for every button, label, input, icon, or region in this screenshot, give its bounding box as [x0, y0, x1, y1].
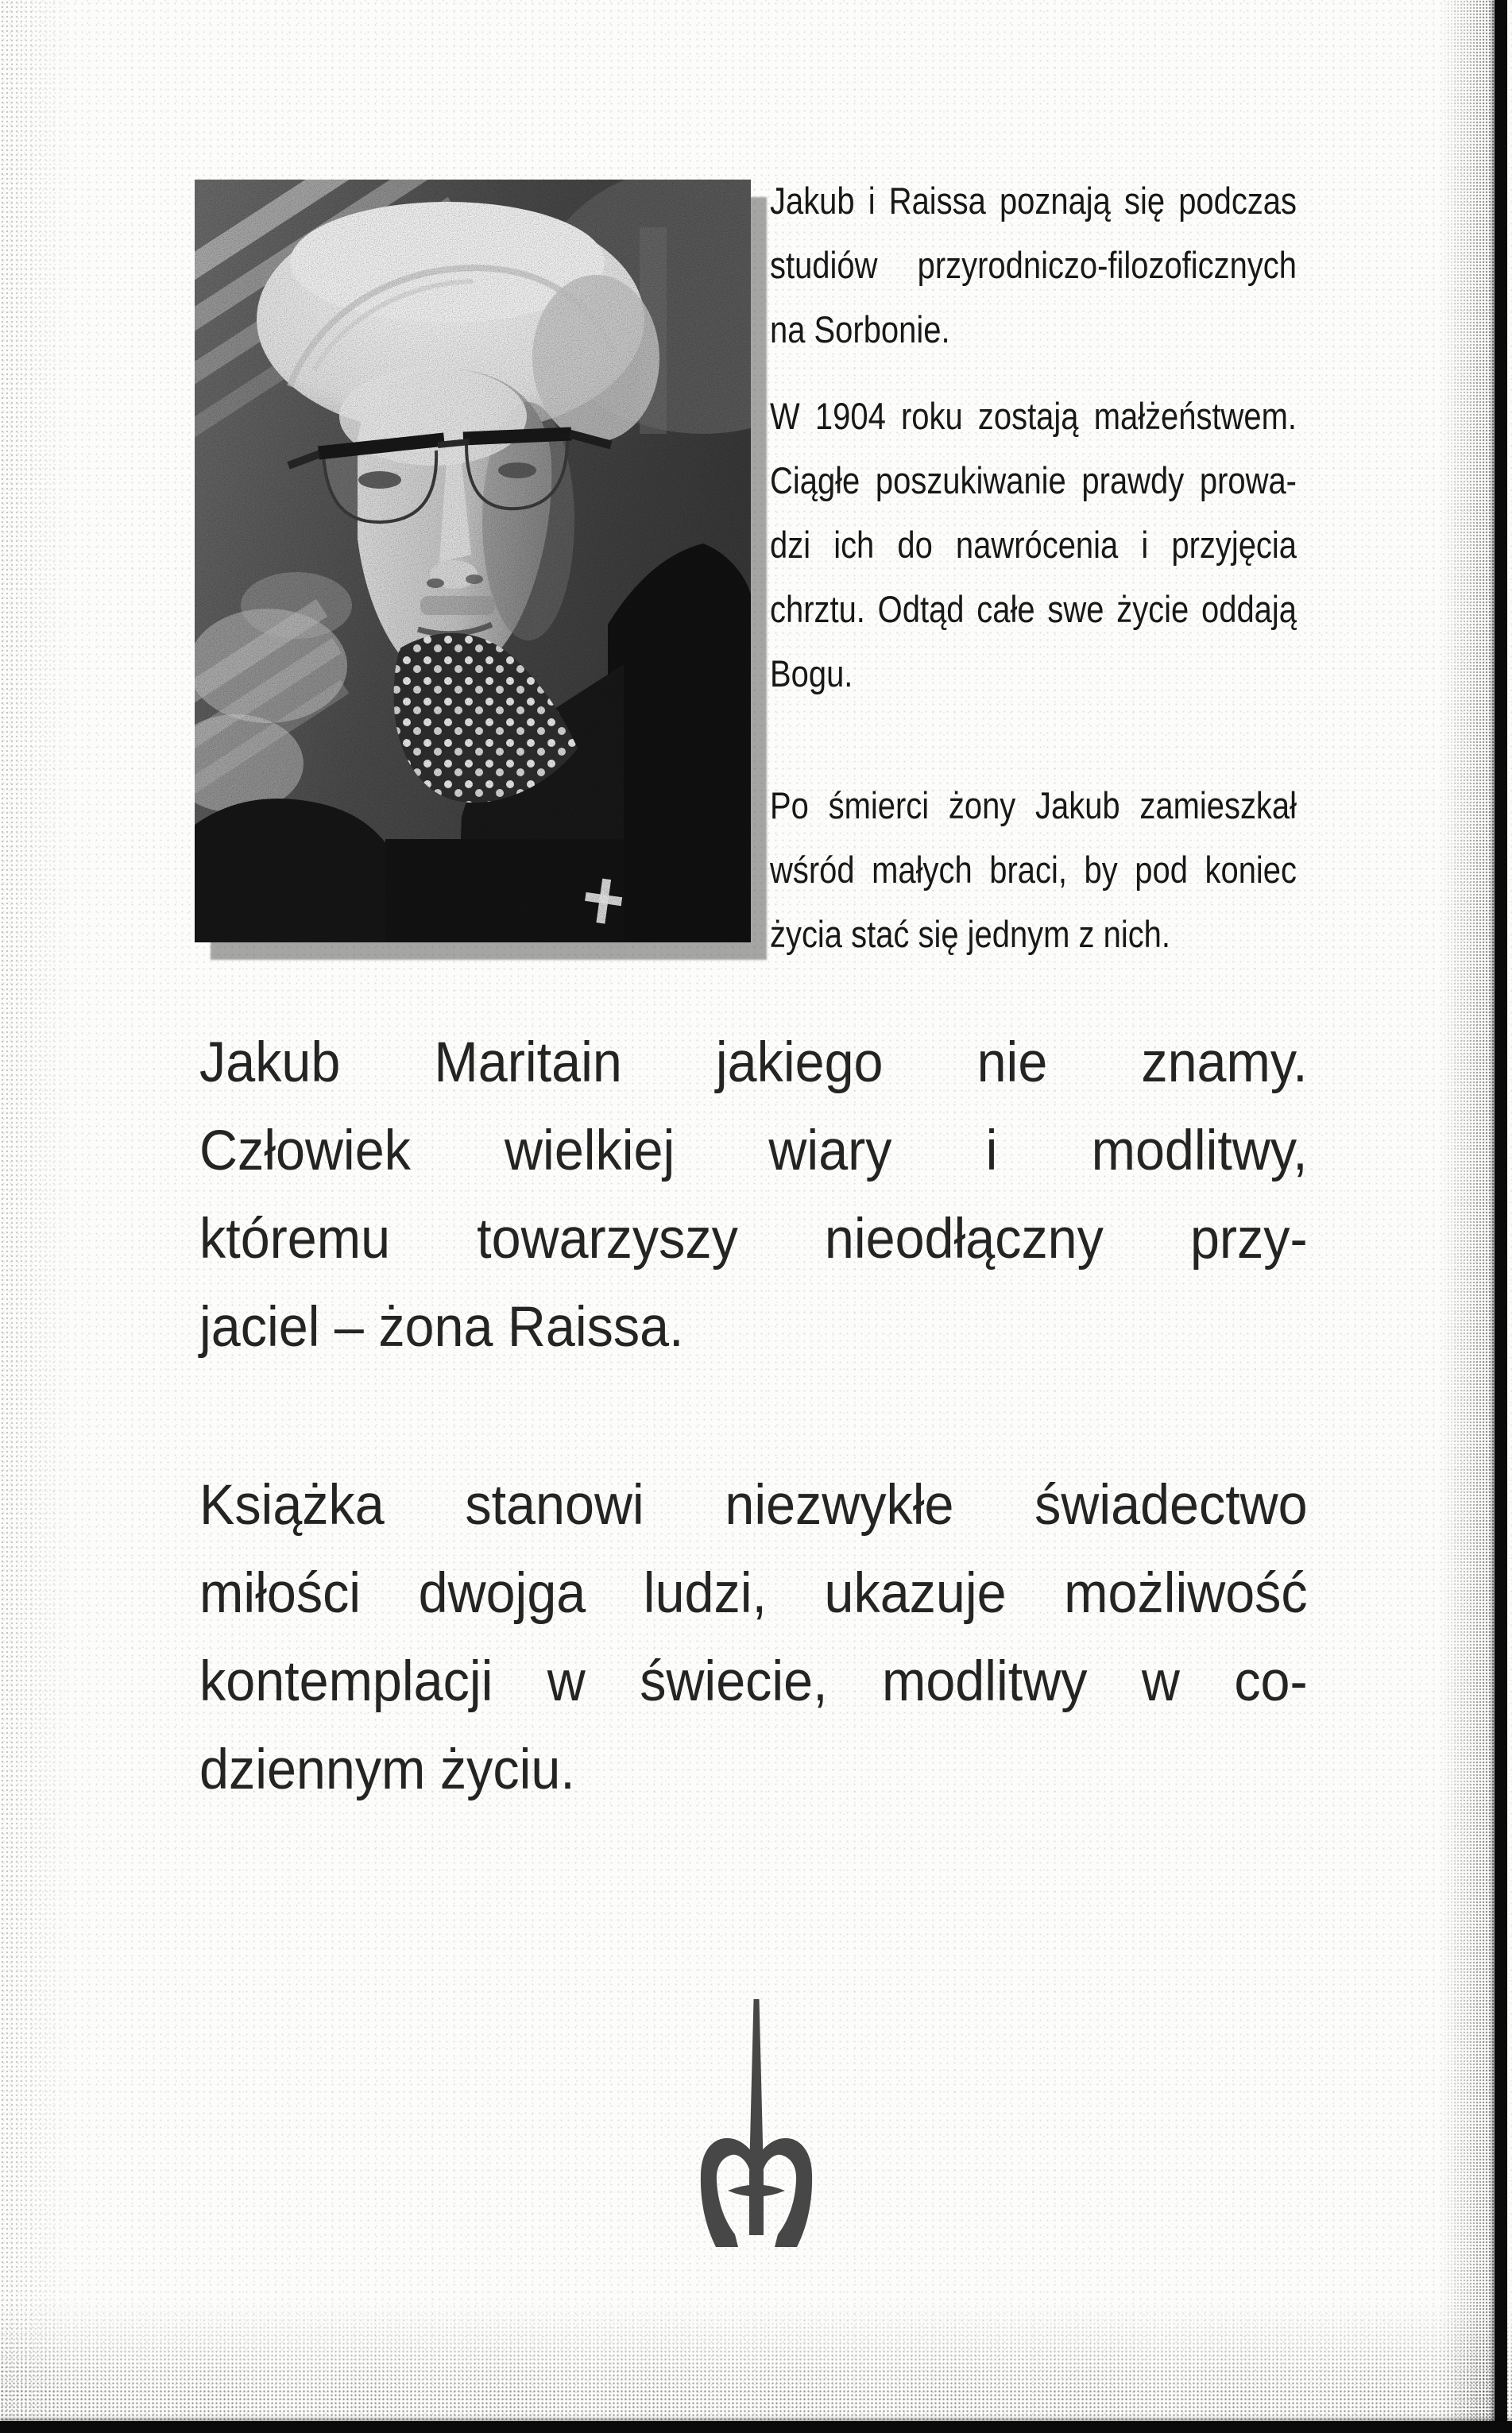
text-line: kontemplacji w świecie, modlitwy w co-: [199, 1650, 1308, 1713]
text-line: Po śmierci żony Jakub zamieszkał: [770, 784, 1297, 826]
scan-edge-right: [1495, 0, 1507, 2433]
sword-spike: [749, 1999, 764, 2235]
scan-noise-left: [0, 0, 72, 2433]
text-line: życia stać się jednym z nich.: [770, 913, 1171, 955]
text-line: miłości dwojga ludzi, ukazuje możliwość: [199, 1562, 1308, 1625]
text-line: W 1904 roku zostają małżeństwem.: [770, 395, 1297, 437]
text-line: Jakub Maritain jakiego nie znamy.: [199, 1031, 1308, 1094]
caption-paragraph-2: [770, 384, 1297, 706]
caption-paragraph-1: [770, 168, 1297, 362]
publisher-logo-icon: [697, 1999, 816, 2250]
blurb-paragraph-2: [199, 1461, 1308, 1814]
scan-noise-right: [1440, 0, 1496, 2433]
text-line: któremu towarzyszy nieodłączny przy-: [199, 1208, 1308, 1271]
text-line: na Sorbonie.: [770, 308, 950, 350]
scan-edge-bottom: [0, 2421, 1512, 2433]
sword-crossguard: [728, 2185, 785, 2197]
portrait-illustration: [195, 180, 751, 942]
text-line: chrztu. Odtąd całe swe życie oddają: [770, 588, 1297, 630]
sword-heart-emblem: [697, 1999, 816, 2250]
text-line: dziennym życiu.: [199, 1739, 575, 1801]
photo-grain-light: [195, 180, 751, 942]
portrait-photo: [195, 180, 751, 942]
text-line: Jakub i Raissa poznają się podczas: [770, 180, 1297, 222]
blurb-paragraph-1: [199, 1019, 1308, 1371]
text-line: Bogu.: [770, 652, 853, 694]
caption-paragraph-3: [770, 773, 1297, 966]
text-line: wśród małych braci, by pod koniec: [770, 849, 1297, 891]
text-line: studiów przyrodniczo-filozoficznych: [770, 244, 1297, 286]
text-line: Człowiek wielkiej wiary i modlitwy,: [199, 1120, 1308, 1182]
text-line: Ciągłe poszukiwanie prawdy prowa-: [770, 459, 1297, 501]
scan-noise-bottom: [0, 2302, 1512, 2421]
photo-caption-column: [770, 168, 1297, 966]
text-line: Książka stanowi niezwykłe świadectwo: [199, 1474, 1308, 1537]
text-line: jaciel – żona Raissa.: [199, 1296, 684, 1359]
text-line: dzi ich do nawrócenia i przyjęcia: [770, 524, 1297, 566]
